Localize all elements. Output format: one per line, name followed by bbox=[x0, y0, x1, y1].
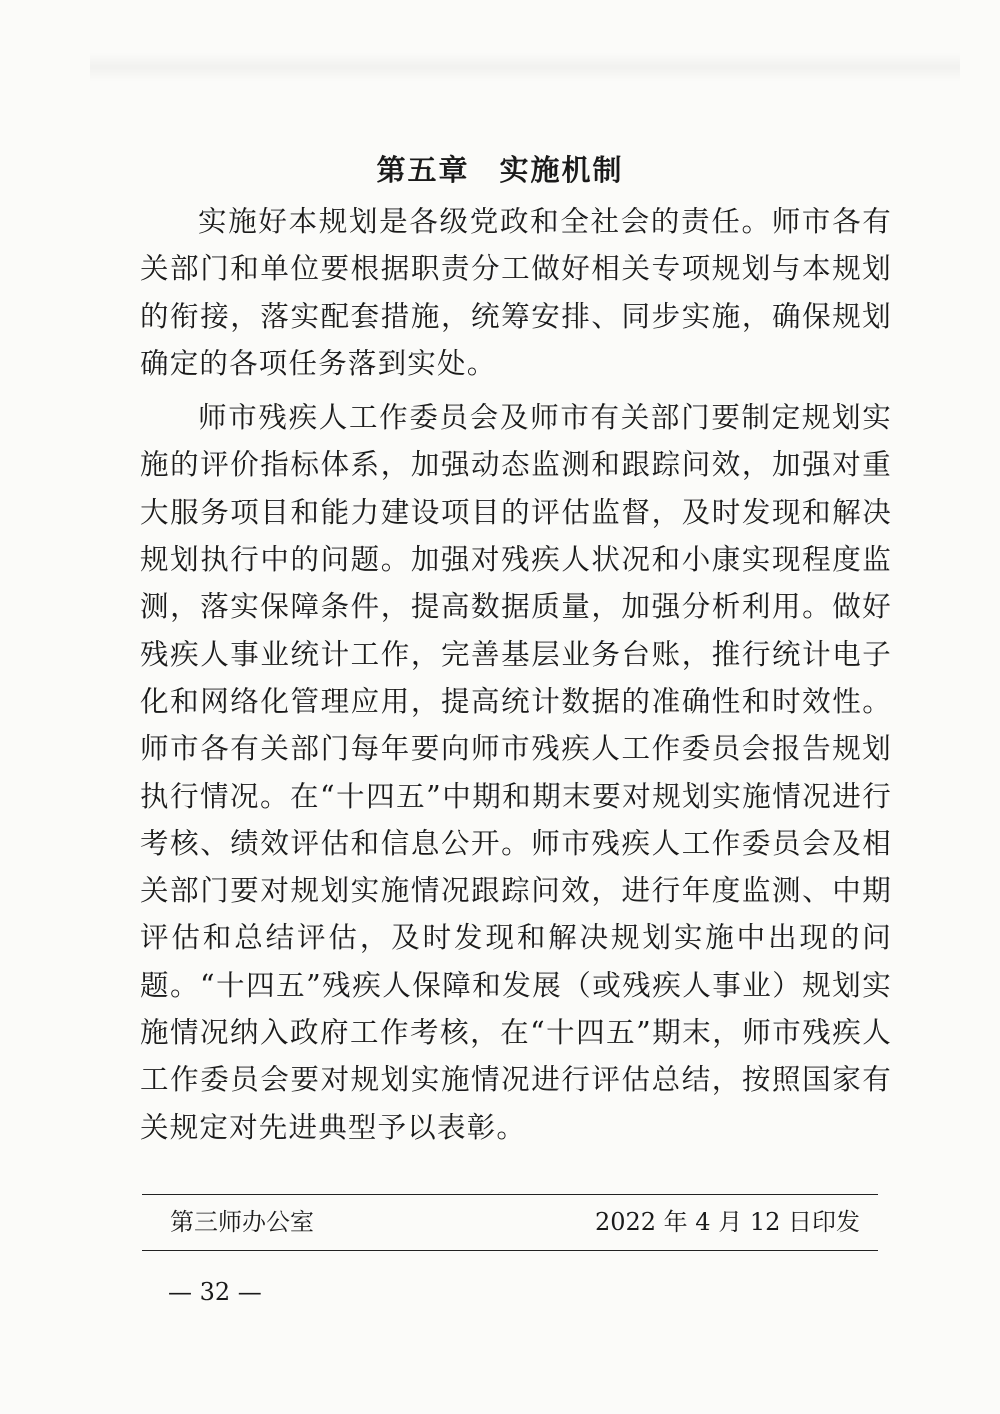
issue-date: 2022 年 4 月 12 日印发 bbox=[594, 1208, 860, 1236]
paragraph-responsibility: 实施好本规划是各级党政和全社会的责任。师市各有关部门和单位要根据职责分工做好相关专项规划与本规划的衔接，落实配套措施，统筹安排、同步实施，确保规划确定的各项任务落到实处。 bbox=[140, 205, 892, 380]
chapter-body bbox=[140, 198, 892, 1151]
paragraph-evaluation: 师市残疾人工作委员会及师市有关部门要制定规划实施的评价指标体系，加强动态监测和跟踪问效，加强对重大服务项目和能力建设项目的评估监督，及时发现和解决规划执行中的问题。加强对残疾人状况和小康实现程度监测，落实保障条件，提高数据质量，加强分析利用。做好残疾人事业统计工作，完善基层业务台账，推行统计电子化和网络化管理应用，提高统计数据的准确性和时效性。师市各有关部门每年要向师市残疾人工作委员会报告规划执行情况。在“十四五”中期和期末要对规划实施情况进行考核、绩效评估和信息公开。师市残疾人工作委员会及相关部门要对规划实施情况跟踪问效，进行年度监测、中期评估和总结评估，及时发现和解决规划实施中出现的问题。“十四五”残疾人保障和发展（或残疾人事业）规划实施情况纳入政府工作考核，在“十四五”期末，师市残疾人工作委员会要对规划实施情况进行评估总结，按照国家有关规定对先进典型予以表彰。 bbox=[140, 401, 892, 1144]
scan-artifact bbox=[90, 52, 960, 82]
footer-top-rule bbox=[142, 1194, 878, 1195]
chapter-heading: 实施机制 bbox=[499, 153, 624, 187]
footer-bottom-rule bbox=[142, 1250, 878, 1251]
issuer-name: 第三师办公室 bbox=[170, 1208, 314, 1236]
chapter-number: 第五章 bbox=[376, 153, 470, 187]
page-number: — 32 — bbox=[168, 1278, 262, 1306]
chapter-title bbox=[0, 148, 1000, 189]
